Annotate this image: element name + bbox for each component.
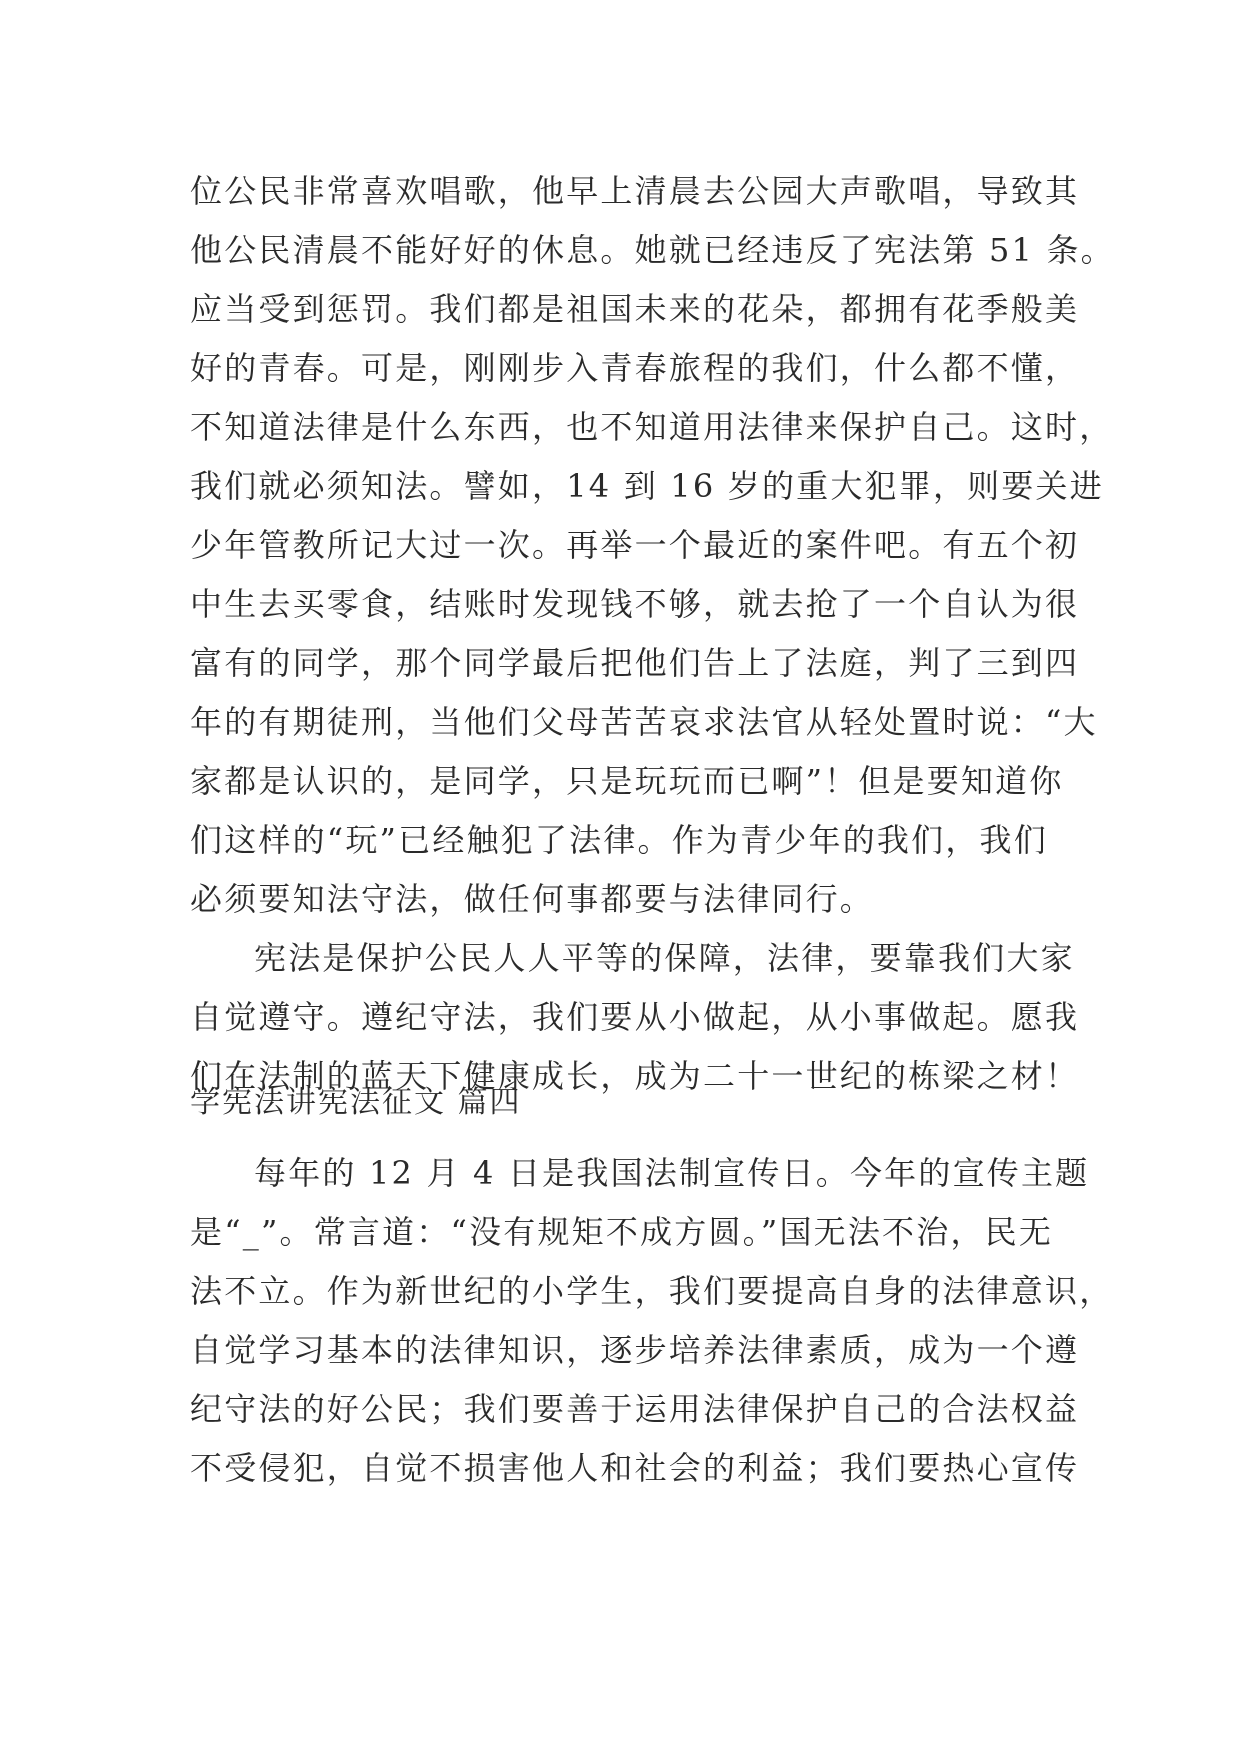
- paragraph-line: 他公民清晨不能好好的休息。她就已经违反了宪法第 51 条。: [190, 231, 1115, 269]
- paragraph-line: 自觉遵守。遵纪守法，我们要从小做起，从小事做起。愿我: [190, 998, 1080, 1036]
- paragraph-line: 富有的同学，那个同学最后把他们告上了法庭，判了三到四: [190, 644, 1080, 682]
- paragraph-line: 们这样的“玩”已经触犯了法律。作为青少年的我们，我们: [190, 821, 1048, 859]
- section-continued-body: [190, 162, 1115, 1106]
- paragraph-line: 每年的 12 月 4 日是我国法制宣传日。今年的宣传主题: [254, 1154, 1090, 1192]
- section-four-body: [190, 1144, 1114, 1498]
- paragraph-line: 们在法制的蓝天下健康成长，成为二十一世纪的栋梁之材！: [190, 1057, 1080, 1095]
- paragraph-line: 必须要知法守法，做任何事都要与法律同行。: [190, 880, 875, 918]
- paragraph-line: 家都是认识的，是同学，只是玩玩而已啊”！但是要知道你: [190, 762, 1064, 800]
- paragraph-line: 自觉学习基本的法律知识，逐步培养法律素质，成为一个遵: [190, 1331, 1080, 1369]
- paragraph-line: 位公民非常喜欢唱歌，他早上清晨去公园大声歌唱，导致其: [190, 172, 1080, 210]
- paragraph-line: 纪守法的好公民；我们要善于运用法律保护自己的合法权益: [190, 1390, 1080, 1428]
- paragraph-1: [190, 162, 1115, 929]
- paragraph-line: 年的有期徒刑，当他们父母苦苦哀求法官从轻处置时说：“大: [190, 703, 1098, 741]
- section-heading: 学宪法讲宪法征文 篇四: [190, 1085, 522, 1120]
- paragraph-line: 宪法是保护公民人人平等的保障，法律，要靠我们大家: [254, 939, 1075, 977]
- paragraph-line: 法不立。作为新世纪的小学生，我们要提高自身的法律意识，: [190, 1272, 1114, 1310]
- paragraph-line: 不知道法律是什么东西，也不知道用法律来保护自己。这时，: [190, 408, 1114, 446]
- paragraph-line: 少年管教所记大过一次。再举一个最近的案件吧。有五个初: [190, 526, 1080, 564]
- paragraph-line: 中生去买零食，结账时发现钱不够，就去抢了一个自认为很: [190, 585, 1080, 623]
- paragraph-line: 是“_”。常言道：“没有规矩不成方圆。”国无法不治，民无: [190, 1213, 1054, 1251]
- paragraph-line: 应当受到惩罚。我们都是祖国未来的花朵，都拥有花季般美: [190, 290, 1080, 328]
- paragraph-line: 我们就必须知法。譬如，14 到 16 岁的重大犯罪，则要关进: [190, 467, 1104, 505]
- paragraph-line: 不受侵犯，自觉不损害他人和社会的利益；我们要热心宣传: [190, 1449, 1080, 1487]
- paragraph-line: 好的青春。可是，刚刚步入青春旅程的我们，什么都不懂，: [190, 349, 1080, 387]
- paragraph-1: [190, 1144, 1114, 1498]
